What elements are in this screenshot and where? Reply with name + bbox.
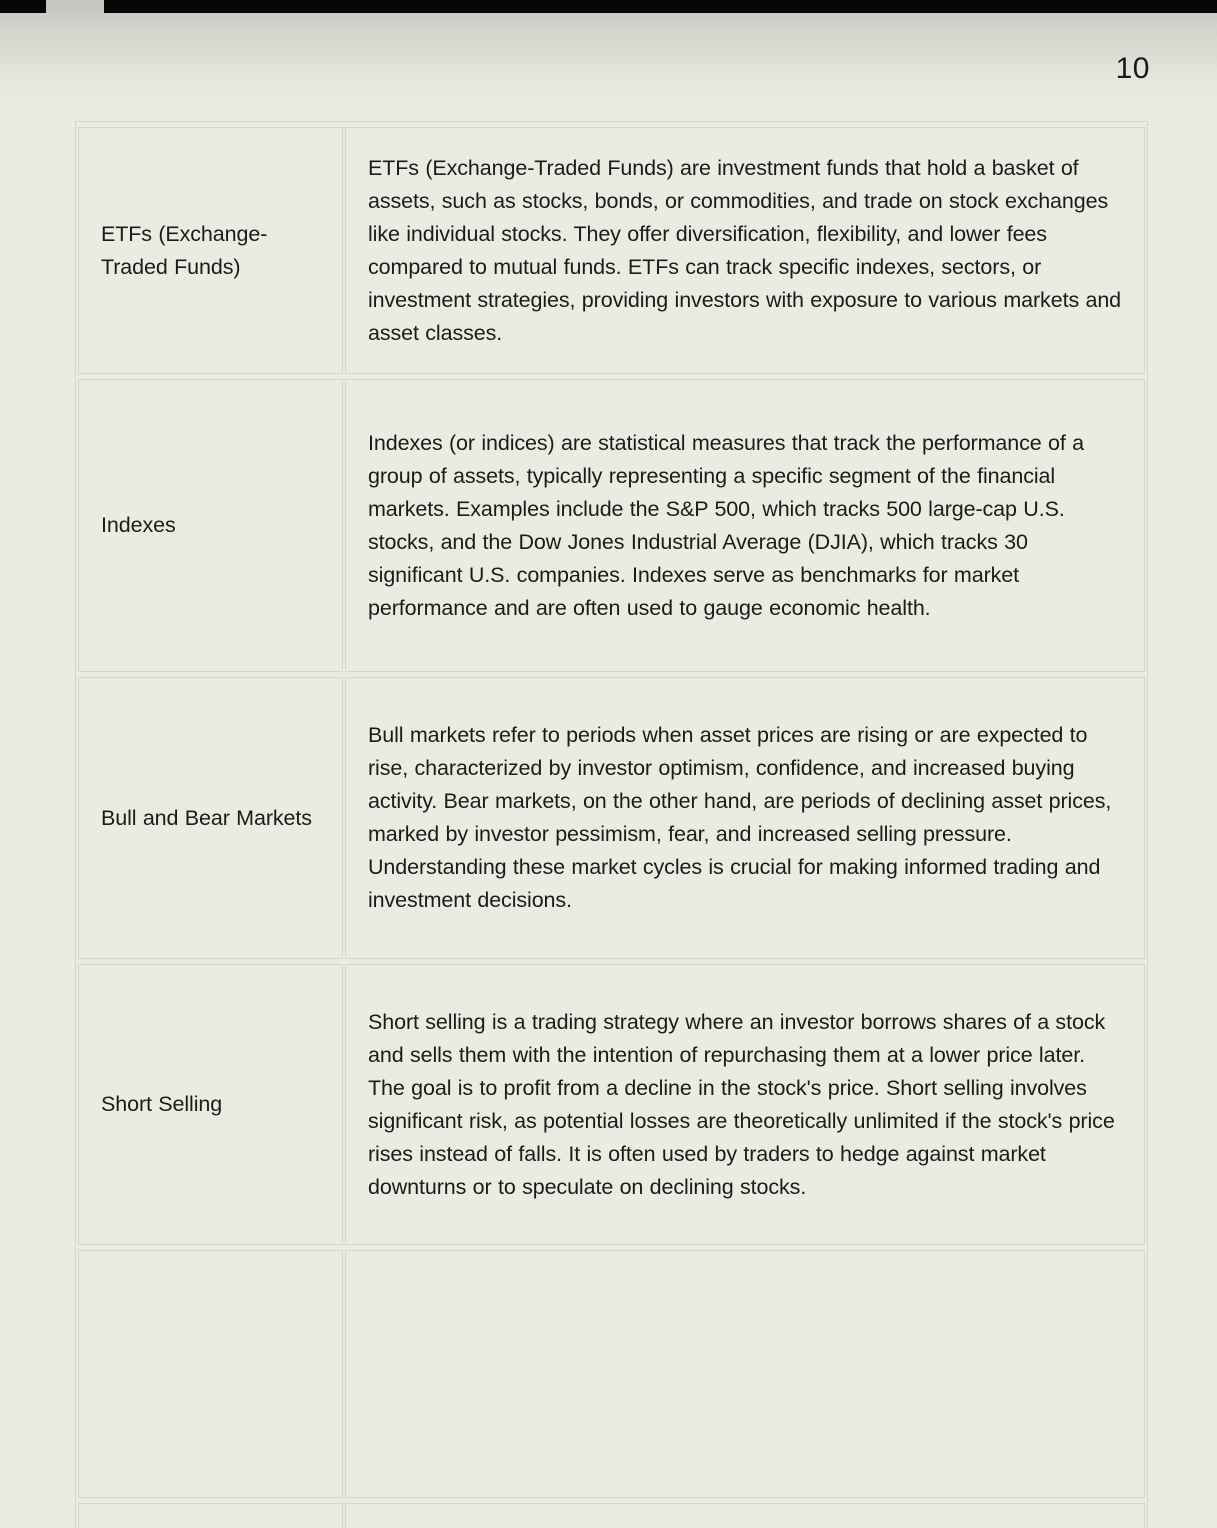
term-cell: Indexes (78, 379, 343, 672)
definition-cell: Bull markets refer to periods when asset prices are rising or are expected to rise, characterized by investor optimism, confidence, and increased buying activity. Bear markets, on the other hand, are periods of declining asset prices, marked by investor pessimism, fear, and increased selling pressure. Understanding these market cycles is crucial for making informed trading and investment decisions. (345, 677, 1145, 959)
table-row-empty-clipped (78, 1503, 1145, 1528)
glossary-table (75, 121, 1148, 1528)
definition-cell: Indexes (or indices) are statistical measures that track the performance of a group of assets, typically representing a specific segment of the financial markets. Examples include the S&P 500, which tracks 500 large-cap U.S. stocks, and the Dow Jones Industrial Average (DJIA), which tracks 30 significant U.S. companies. Indexes serve as benchmarks for market performance and are often used to gauge economic health. (345, 379, 1145, 672)
term-cell: ETFs (Exchange-Traded Funds) (78, 127, 343, 374)
table-row-indexes (78, 379, 1145, 672)
definition-cell: Short selling is a trading strategy where an investor borrows shares of a stock and sells them with the intention of repurchasing them at a lower price later. The goal is to profit from a decline in the stock's price. Short selling involves significant risk, as potential losses are theoretically unlimited if the stock's price rises instead of falls. It is often used by traders to hedge against market downturns or to speculate on declining stocks. (345, 964, 1145, 1245)
definition-cell (345, 1503, 1145, 1528)
term-cell (78, 1250, 343, 1498)
term-cell (78, 1503, 343, 1528)
table-row-etfs (78, 127, 1145, 374)
table-row-bull-bear-markets (78, 677, 1145, 959)
definition-cell (345, 1250, 1145, 1498)
page-number: 10 (1115, 52, 1150, 85)
table-row-short-selling (78, 964, 1145, 1245)
top-black-bar-gap (46, 0, 104, 13)
term-cell: Bull and Bear Markets (78, 677, 343, 959)
table-row-empty (78, 1250, 1145, 1498)
term-cell: Short Selling (78, 964, 343, 1245)
definition-cell: ETFs (Exchange-Traded Funds) are investment funds that hold a basket of assets, such as stocks, bonds, or commodities, and trade on stock exchanges like individual stocks. They offer diversification, flexibility, and lower fees compared to mutual funds. ETFs can track specific indexes, sectors, or investment strategies, providing investors with exposure to various markets and asset classes. (345, 127, 1145, 374)
top-black-bar (0, 0, 1217, 13)
